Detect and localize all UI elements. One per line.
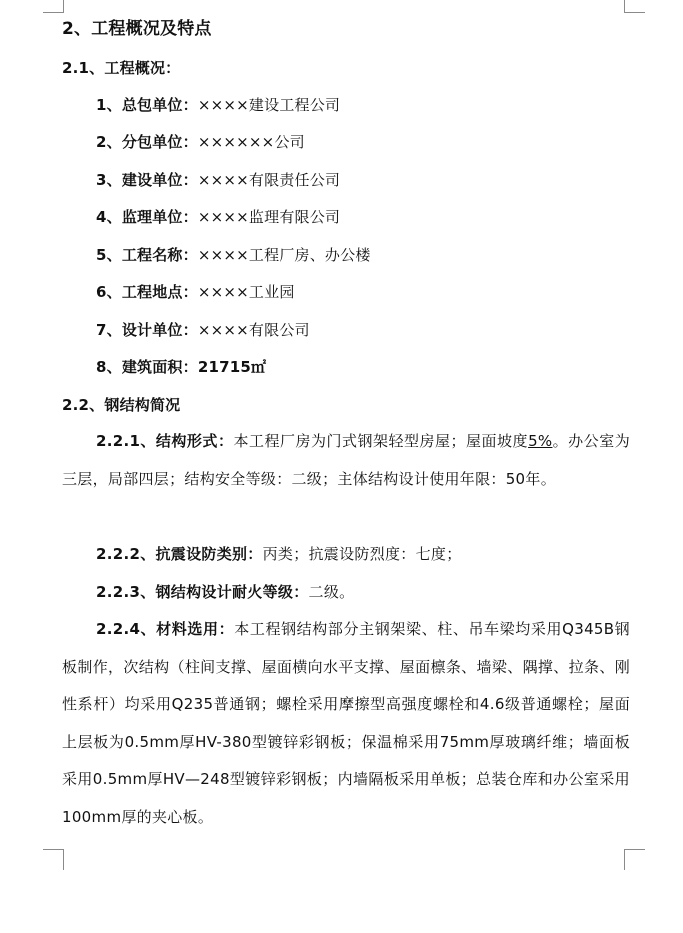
subsection-title-steel: 2.2、钢结构简况 [62,396,181,414]
overview-item [96,95,340,115]
overview-item [96,207,340,227]
overview-item [96,357,266,377]
overview-item [96,132,305,152]
item-value: ××××建设工程公司 [197,96,341,114]
item-label: 8、建筑面积： [96,358,198,376]
paragraph-text: 本工程厂房为门式钢架轻型房屋；屋面坡度 [233,432,529,450]
item-label: 4、监理单位： [96,208,198,226]
item-value: ××××工业园 [197,283,295,301]
overview-item [96,170,340,190]
roof-slope-value: 5% [528,432,553,450]
paragraph-label: 2.2.1、结构形式： [96,432,234,450]
crop-mark-bottom-right [624,849,645,870]
paragraph-label: 2.2.3、钢结构设计耐火等级： [96,583,309,601]
paragraph-label: 2.2.2、抗震设防类别： [96,545,263,563]
item-value: ××××工程厂房、办公楼 [197,246,371,264]
item-label: 1、总包单位： [96,96,198,114]
item-value: ××××××公司 [197,133,305,151]
subsection-title-overview: 2.1、工程概况： [62,59,181,77]
overview-item [96,282,295,302]
item-label: 2、分包单位： [96,133,198,151]
overview-item [96,245,371,265]
paragraph-text: 二级。 [308,583,355,601]
crop-mark-bottom-left [43,849,64,870]
paragraph-fire-rating [62,574,630,612]
paragraph-seismic [62,536,630,574]
item-label: 6、工程地点： [96,283,198,301]
item-label: 7、设计单位： [96,321,198,339]
item-label: 3、建设单位： [96,171,198,189]
paragraph-text: 丙类；抗震设防烈度：七度； [262,545,462,563]
item-value: ××××有限公司 [197,321,310,339]
item-label: 5、工程名称： [96,246,198,264]
paragraph-text: 。办公室为三层，局部四层；结构安全等级：二级；主体结构设计使用年限：50年。 [62,432,630,488]
crop-mark-top-left [43,0,64,13]
paragraph-structure-form [62,423,630,498]
paragraph-materials [62,611,630,837]
item-value: 21715㎡ [197,358,267,376]
overview-item [96,320,310,340]
paragraph-text: 本工程钢结构部分主钢架梁、柱、吊车梁均采用Q345B钢板制作，次结构（柱间支撑、屋面横向水平支撑、屋面檩条、墙梁、隅撑、拉条、刚性系杆）均采用Q235普通钢；螺栓采用摩擦型高强度螺栓和4.6级普通螺栓；屋面上层板为0.5mm厚HV-380型镀锌彩钢板；保温棉采用75mm厚玻璃纤维；墙面板采用0.5mm厚HV—248型镀锌彩钢板；内墙隔板采用单板；总装仓库和办公室采用100mm厚的夹心板。 [62,620,630,826]
section-heading: 2、工程概况及特点 [62,19,212,39]
paragraph-label: 2.2.4、材料选用： [96,620,235,638]
crop-mark-top-right [624,0,645,13]
item-value: ××××有限责任公司 [197,171,341,189]
item-value: ××××监理有限公司 [197,208,341,226]
